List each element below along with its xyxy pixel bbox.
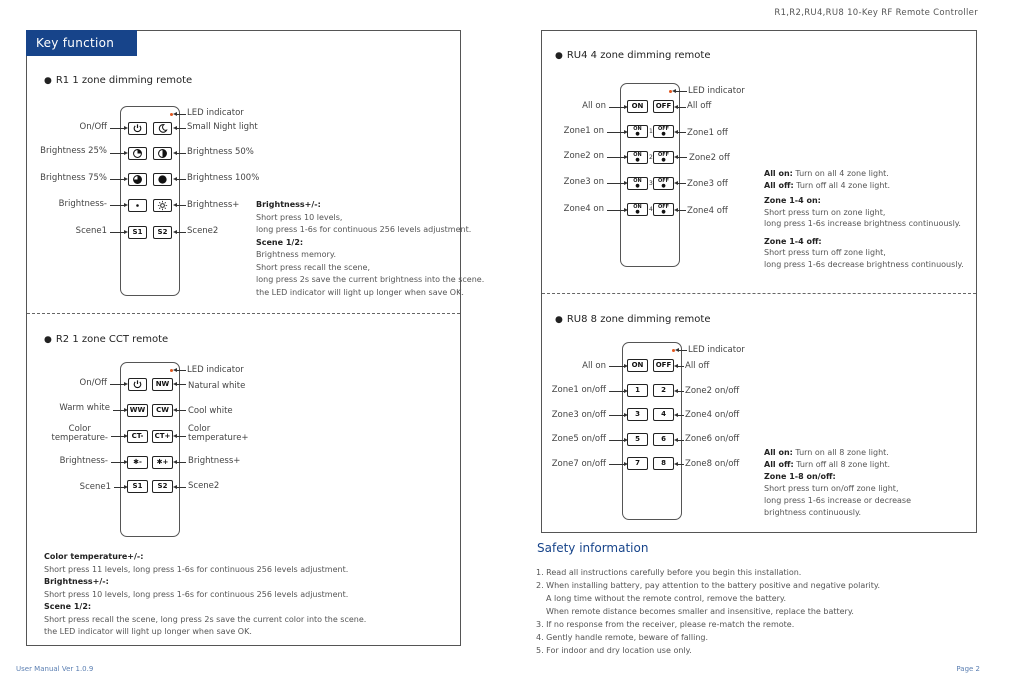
r2-s1-button[interactable]: S1 <box>127 480 148 493</box>
ru4-on-text: ON <box>633 177 642 184</box>
r2-lead <box>176 462 186 463</box>
ru4-zone-number: 3 <box>649 180 653 187</box>
r2-ctm-line1: Color <box>68 424 91 434</box>
r1-b100-label: Brightness 100% <box>187 173 260 183</box>
safety-item: 5. For indoor and dry location use only. <box>536 646 692 655</box>
ru4-z2on-button[interactable] <box>627 151 648 164</box>
r2-lead <box>176 436 186 437</box>
ru8-z7-button[interactable]: 7 <box>627 457 648 470</box>
r2-lead <box>113 410 125 411</box>
r1-desc-line: Short press recall the scene, <box>256 262 371 272</box>
ru4-desc-line: long press 1-6s increase brightness continuously. <box>764 219 961 228</box>
ru8-lead <box>609 440 625 441</box>
ru8-z8-button[interactable]: 8 <box>653 457 674 470</box>
r1-scene1-label: Scene1 <box>75 226 107 236</box>
ru4-zone-number: 2 <box>649 154 653 161</box>
ru8-z5-button[interactable]: 5 <box>627 433 648 446</box>
ru8-lead <box>677 415 684 416</box>
ru8-desc-text: Turn on all 8 zone light. <box>795 448 889 457</box>
r2-onoff-button[interactable] <box>128 378 147 391</box>
ru4-z1off-label: Zone1 off <box>687 128 728 138</box>
brightness-75-icon <box>132 174 143 185</box>
ru4-z1off-button[interactable] <box>653 125 674 138</box>
ru8-desc-text: Turn off all 8 zone light. <box>796 460 891 469</box>
ru4-lead <box>607 210 625 211</box>
r1-lead <box>110 232 125 233</box>
safety-list <box>536 566 880 657</box>
ru4-allon-label: All on <box>582 101 606 111</box>
r1-title-text: R1 1 zone dimming remote <box>55 75 193 86</box>
r2-title: ● R2 1 zone CCT remote <box>44 334 169 345</box>
ru8-lead <box>677 391 684 392</box>
r1-description <box>256 199 484 299</box>
r2-ctp-line1: Color <box>188 424 211 434</box>
safety-item: 2. When installing battery, pay attention to the battery positive and negative polarity. <box>536 581 881 590</box>
r2-s2-button[interactable]: S2 <box>152 480 173 493</box>
ru4-lead <box>677 210 686 211</box>
dot-icon: ● <box>661 130 666 137</box>
ru4-description <box>764 168 964 270</box>
ru4-z3off-button[interactable] <box>653 177 674 190</box>
r1-b75-label: Brightness 75% <box>40 173 107 183</box>
dot-icon: ● <box>661 156 666 163</box>
r2-nw-button[interactable]: NW <box>152 378 173 391</box>
r1-led-label: LED indicator <box>187 108 244 118</box>
ru4-z3off-label: Zone3 off <box>687 179 728 189</box>
ru4-off-text: OFF <box>657 125 670 132</box>
r1-b100-button[interactable] <box>153 173 172 186</box>
r2-bminus-button[interactable] <box>127 456 148 469</box>
r1-lead <box>176 153 186 154</box>
safety-title: Safety information <box>537 541 649 555</box>
r1-b50-label: Brightness 50% <box>187 147 254 157</box>
ru8-lead <box>609 391 625 392</box>
ru4-z4on-button[interactable] <box>627 203 648 216</box>
ru4-alloff-button[interactable]: OFF <box>653 100 674 113</box>
ru4-z3on-button[interactable] <box>627 177 648 190</box>
key-function-tab: Key function <box>26 30 137 56</box>
r2-cw-button[interactable]: CW <box>152 404 173 417</box>
ru8-lead <box>677 440 684 441</box>
r2-ctp-label <box>188 425 249 444</box>
r2-ctp-line2: temperature+ <box>188 433 249 444</box>
r1-night-button[interactable] <box>153 122 172 135</box>
r2-title-text: R2 1 zone CCT remote <box>55 334 169 345</box>
r1-desc-line: Short press 10 levels, <box>256 212 343 222</box>
r1-lead <box>176 232 186 233</box>
r1-onoff-button[interactable] <box>128 122 147 135</box>
r2-cw-label: Cool white <box>188 406 233 416</box>
ru8-z1-button[interactable]: 1 <box>627 384 648 397</box>
ru8-desc-heading: Zone 1-8 on/off: <box>764 472 836 481</box>
r2-bminus-label: Brightness- <box>59 456 108 466</box>
ru8-z4-button[interactable]: 4 <box>653 408 674 421</box>
ru4-desc-heading: All off: <box>764 180 794 190</box>
r1-s1-button[interactable]: S1 <box>128 226 147 239</box>
page-header: R1,R2,RU4,RU8 10-Key RF Remote Controller <box>774 8 978 18</box>
r1-b25-label: Brightness 25% <box>40 146 107 156</box>
dot-icon: ● <box>661 182 666 189</box>
ru4-desc-text: Turn on all 4 zone light. <box>795 169 889 178</box>
ru8-z8-label: Zone8 on/off <box>685 459 740 469</box>
ru8-desc-line: brightness continuously. <box>764 508 862 517</box>
sun-small-icon <box>132 200 143 211</box>
r2-desc-line: the LED indicator will light up longer when save OK. <box>44 627 252 636</box>
r1-b25-button[interactable] <box>128 147 147 160</box>
dot-icon: ● <box>635 208 640 215</box>
r1-onoff-label: On/Off <box>79 122 107 132</box>
ru8-z4-label: Zone4 on/off <box>685 410 740 420</box>
footer-page-number: Page 2 <box>956 665 980 673</box>
ru8-z2-button[interactable]: 2 <box>653 384 674 397</box>
ru4-z1on-button[interactable] <box>627 125 648 138</box>
ru8-desc-line: Short press turn on/off zone light, <box>764 484 899 493</box>
r2-ww-label: Warm white <box>59 403 110 413</box>
ru8-desc-heading: All off: <box>764 460 794 469</box>
r2-description <box>44 551 366 639</box>
r1-bplus-button[interactable] <box>153 199 172 212</box>
r2-led-label: LED indicator <box>187 365 244 375</box>
power-icon <box>132 123 143 134</box>
r2-desc-heading: Color temperature+/-: <box>44 552 144 561</box>
dot-icon: ● <box>635 156 640 163</box>
ru4-lead <box>677 107 686 108</box>
ru4-z4off-button[interactable] <box>653 203 674 216</box>
ru8-z5-label: Zone5 on/off <box>551 434 606 444</box>
safety-item: 1. Read all instructions carefully before you begin this installation. <box>536 568 802 577</box>
ru8-description <box>764 447 911 519</box>
r1-lead <box>110 179 125 180</box>
r1-desc-line: long press 1-6s for continuous 256 levels adjustment. <box>256 225 472 234</box>
ru4-on-text: ON <box>633 151 642 158</box>
ru4-desc-line: Short press turn off zone light, <box>764 248 886 257</box>
ru8-lead <box>678 350 687 351</box>
ru4-off-text: OFF <box>657 151 670 158</box>
ru8-lead <box>609 415 625 416</box>
r1-lead <box>176 179 186 180</box>
ru8-allon-button[interactable]: ON <box>627 359 648 372</box>
safety-item: 3. If no response from the receiver, please re-match the remote. <box>536 620 795 629</box>
r2-lead <box>176 410 186 411</box>
ru4-desc-heading: All on: <box>764 169 793 178</box>
power-icon <box>132 379 143 390</box>
r2-ctp-button[interactable]: CT+ <box>152 430 173 443</box>
sun-icon <box>157 200 168 211</box>
ru8-z6-button[interactable]: 6 <box>653 433 674 446</box>
r2-scene1-label: Scene1 <box>79 482 111 492</box>
r1-desc-line: the LED indicator will light up longer when save OK. <box>256 287 464 297</box>
r2-lead <box>111 462 125 463</box>
r2-lead <box>114 487 125 488</box>
ru8-allon-label: All on <box>582 361 606 371</box>
ru4-zone-number: 1 <box>649 128 653 135</box>
r2-bplus-label: Brightness+ <box>188 456 241 466</box>
r2-ww-button[interactable]: WW <box>127 404 148 417</box>
r1-lead <box>110 205 125 206</box>
ru4-z1on-label: Zone1 on <box>563 126 604 136</box>
brightness-25-icon <box>132 148 143 159</box>
ru8-desc-line: long press 1-6s increase or decrease <box>764 496 911 505</box>
ru4-on-text: ON <box>633 125 642 132</box>
r1-b75-button[interactable] <box>128 173 147 186</box>
r2-desc-heading: Scene 1/2: <box>44 602 92 611</box>
ru8-lead <box>677 366 684 367</box>
r2-bplus-button[interactable] <box>152 456 173 469</box>
r1-night-label: Small Night light <box>187 122 258 132</box>
dot-icon: ● <box>635 130 640 137</box>
r2-desc-line: Short press 11 levels, long press 1-6s for continuous 256 levels adjustment. <box>44 564 349 574</box>
ru8-z7-label: Zone7 on/off <box>551 459 606 469</box>
ru8-z6-label: Zone6 on/off <box>685 434 740 444</box>
r1-desc-heading: Scene 1/2: <box>256 237 304 247</box>
section-divider <box>27 313 460 314</box>
safety-item: A long time without the remote control, remove the battery. <box>546 594 787 603</box>
ru4-on-text: ON <box>633 203 642 210</box>
ru8-z1-label: Zone1 on/off <box>551 385 606 395</box>
ru4-lead <box>677 132 686 133</box>
r1-lead <box>176 128 186 129</box>
ru4-lead <box>607 157 625 158</box>
r1-scene2-label: Scene2 <box>187 226 219 236</box>
r1-title: ● R1 1 zone dimming remote <box>44 75 193 86</box>
r2-onoff-label: On/Off <box>79 378 107 388</box>
ru4-lead <box>607 132 625 133</box>
ru8-z3-button[interactable]: 3 <box>627 408 648 421</box>
r1-bplus-label: Brightness+ <box>187 200 240 210</box>
r2-lead <box>111 436 125 437</box>
r2-lead <box>176 370 186 371</box>
ru4-lead <box>675 91 687 92</box>
dot-icon: ● <box>635 182 640 189</box>
ru4-led-label: LED indicator <box>688 86 745 96</box>
r2-scene2-label: Scene2 <box>188 481 220 491</box>
ru8-title: ● RU8 8 zone dimming remote <box>555 314 711 325</box>
ru8-z2-label: Zone2 on/off <box>685 386 740 396</box>
ru4-title-text: RU4 4 zone dimming remote <box>566 50 711 61</box>
ru4-zone-number: 4 <box>649 206 653 213</box>
r1-desc-heading: Brightness+/-: <box>256 200 321 209</box>
r1-bminus-button[interactable] <box>128 199 147 212</box>
r2-desc-line: Short press 10 levels, long press 1-6s for continuous 256 levels adjustment. <box>44 589 349 599</box>
r2-lead <box>110 384 125 385</box>
ru4-lead <box>607 183 625 184</box>
r1-lead <box>110 128 125 129</box>
ru8-alloff-button[interactable]: OFF <box>653 359 674 372</box>
ru8-title-text: RU8 8 zone dimming remote <box>566 314 711 325</box>
r1-bminus-label: Brightness- <box>58 199 107 209</box>
ru8-lead <box>609 464 625 465</box>
r2-nw-label: Natural white <box>188 381 246 391</box>
r1-lead <box>110 153 125 154</box>
ru4-allon-button[interactable]: ON <box>627 100 648 113</box>
r2-ctm-label <box>52 425 109 444</box>
ru4-z2off-label: Zone2 off <box>689 153 730 163</box>
r2-lead <box>176 487 186 488</box>
ru4-z3on-label: Zone3 on <box>563 177 604 187</box>
dim-minus-icon: ✱- <box>133 458 142 466</box>
r2-desc-heading: Brightness+/-: <box>44 577 109 586</box>
ru8-led-label: LED indicator <box>688 345 745 355</box>
r1-desc-line: Brightness memory. <box>256 250 336 259</box>
ru4-title: ● RU4 4 zone dimming remote <box>555 50 711 61</box>
ru4-z4off-label: Zone4 off <box>687 206 728 216</box>
r1-desc-line: long press 2s save the current brightness into the scene. <box>256 275 485 284</box>
ru4-lead <box>677 183 686 184</box>
ru4-alloff-label: All off <box>687 101 712 111</box>
ru4-z4on-label: Zone4 on <box>563 204 604 214</box>
ru4-lead <box>609 107 625 108</box>
r2-ctm-line2: temperature- <box>51 433 108 444</box>
ru8-lead <box>609 366 625 367</box>
ru4-z2off-button[interactable] <box>653 151 674 164</box>
dot-icon: ● <box>661 208 666 215</box>
ru8-alloff-label: All off <box>685 361 710 371</box>
ru4-desc-text: Turn off all 4 zone light. <box>796 180 891 190</box>
ru4-desc-line: Short press turn on zone light, <box>764 207 886 217</box>
r2-lead <box>176 384 186 385</box>
r1-lead <box>176 205 186 206</box>
ru4-desc-heading: Zone 1-4 off: <box>764 236 822 246</box>
ru8-z3-label: Zone3 on/off <box>551 410 606 420</box>
safety-item: When remote distance becomes smaller and insensitive, replace the battery. <box>546 607 854 616</box>
section-divider <box>542 293 976 294</box>
dim-plus-icon: ✱+ <box>156 458 169 466</box>
ru8-desc-heading: All on: <box>764 448 793 457</box>
moon-icon <box>157 123 168 134</box>
brightness-50-icon <box>157 148 168 159</box>
ru4-off-text: OFF <box>657 177 670 184</box>
safety-item: 4. Gently handle remote, beware of falling. <box>536 633 709 642</box>
r1-b50-button[interactable] <box>153 147 172 160</box>
right-panel <box>541 30 977 533</box>
ru4-off-text: OFF <box>657 203 670 210</box>
ru4-desc-heading: Zone 1-4 on: <box>764 196 821 205</box>
ru8-lead <box>677 464 684 465</box>
ru4-z2on-label: Zone2 on <box>563 151 604 161</box>
ru4-lead <box>677 157 687 158</box>
r1-lead <box>176 114 186 115</box>
brightness-100-icon <box>157 174 168 185</box>
footer-version: User Manual Ver 1.0.9 <box>16 665 94 673</box>
ru4-desc-line: long press 1-6s decrease brightness continuously. <box>764 259 964 269</box>
r2-ctm-button[interactable]: CT- <box>127 430 148 443</box>
r2-desc-line: Short press recall the scene, long press 2s save the current color into the scene. <box>44 614 367 624</box>
r1-s2-button[interactable]: S2 <box>153 226 172 239</box>
